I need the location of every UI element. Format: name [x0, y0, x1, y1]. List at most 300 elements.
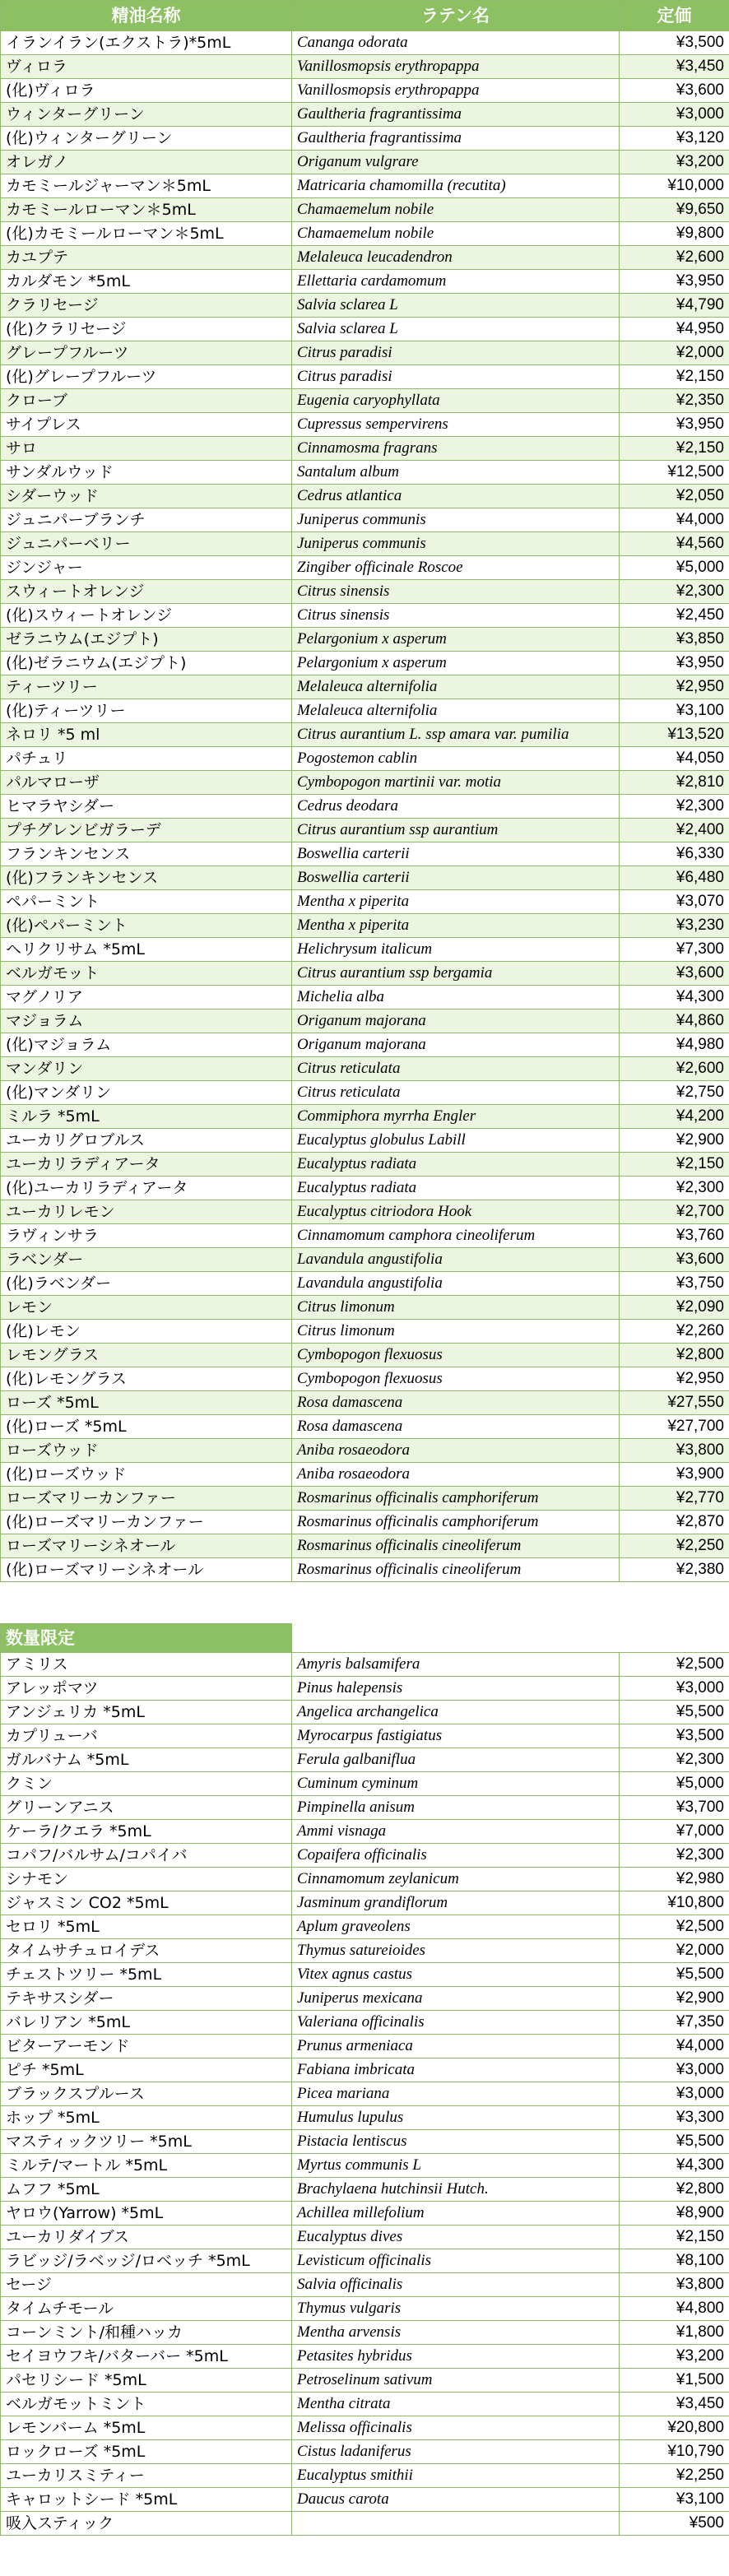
price-cell: ¥4,790 [620, 294, 729, 318]
price-cell: ¥2,090 [620, 1296, 729, 1320]
table-row [1, 556, 729, 580]
table-row [1, 866, 729, 890]
price-cell: ¥3,000 [620, 103, 729, 127]
oil-name-cell: パチュリ [1, 747, 292, 771]
table-row [1, 1868, 729, 1891]
price-cell: ¥3,950 [620, 652, 729, 675]
table-row [1, 819, 729, 842]
price-cell: ¥5,000 [620, 556, 729, 580]
price-cell: ¥7,300 [620, 938, 729, 962]
price-cell: ¥2,810 [620, 771, 729, 795]
latin-name-cell: Ellettaria cardamomum [292, 270, 620, 294]
latin-name-cell: Origanum vulgrare [292, 151, 620, 174]
price-cell: ¥2,800 [620, 2178, 729, 2202]
price-cell: ¥2,750 [620, 1081, 729, 1105]
latin-name-cell: Thymus vulgaris [292, 2297, 620, 2321]
price-cell: ¥2,980 [620, 1868, 729, 1891]
price-cell: ¥3,950 [620, 270, 729, 294]
oil-name-cell: ケーラ/クエラ *5mL [1, 1820, 292, 1844]
latin-name-cell: Citrus aurantium ssp aurantium [292, 819, 620, 842]
table-row [1, 2297, 729, 2321]
latin-name-cell: Lavandula angustifolia [292, 1248, 620, 1272]
oil-name-cell: ティーツリー [1, 675, 292, 699]
latin-name-cell: Cymbopogon flexuosus [292, 1367, 620, 1391]
oil-name-cell: (化)ローズウッド [1, 1463, 292, 1487]
oil-name-cell: ムフフ *5mL [1, 2178, 292, 2202]
price-cell: ¥2,300 [620, 1177, 729, 1200]
oil-name-cell: (化)スウィートオレンジ [1, 604, 292, 628]
oil-name-cell: ローズ *5mL [1, 1391, 292, 1415]
oil-name-cell: マスティックツリー *5mL [1, 2130, 292, 2154]
price-cell: ¥2,150 [620, 1153, 729, 1177]
latin-name-cell: Achillea millefolium [292, 2202, 620, 2226]
price-cell: ¥2,600 [620, 1057, 729, 1081]
latin-name-cell: Citrus limonum [292, 1320, 620, 1344]
latin-name-cell: Eucalyptus dives [292, 2226, 620, 2249]
oil-name-cell: (化)ペパーミント [1, 914, 292, 938]
latin-name-cell: Mentha citrata [292, 2393, 620, 2416]
oil-name-cell: シナモン [1, 1868, 292, 1891]
oil-name-cell: ローズウッド [1, 1439, 292, 1463]
price-cell: ¥2,300 [620, 580, 729, 604]
oil-name-cell: (化)クラリセージ [1, 318, 292, 341]
latin-name-cell: Aniba rosaeodora [292, 1463, 620, 1487]
price-cell: ¥7,000 [620, 1820, 729, 1844]
table-row [1, 1772, 729, 1796]
oil-name-cell: サロ [1, 437, 292, 461]
table-row [1, 1677, 729, 1701]
price-cell: ¥2,400 [620, 819, 729, 842]
table-row [1, 1320, 729, 1344]
table-row [1, 1177, 729, 1200]
table-row [1, 1033, 729, 1057]
table-row [1, 198, 729, 222]
oil-name-cell: (化)レモン [1, 1320, 292, 1344]
table-row [1, 2011, 729, 2035]
latin-name-cell: Melaleuca alternifolia [292, 675, 620, 699]
price-cell: ¥4,000 [620, 2035, 729, 2058]
limited-body [1, 1624, 729, 2536]
price-cell: ¥2,500 [620, 1653, 729, 1677]
oil-name-cell: ユーカリレモン [1, 1200, 292, 1224]
oil-name-cell: (化)カモミールローマン＊5mL [1, 222, 292, 246]
oil-name-cell: ラベンダー [1, 1248, 292, 1272]
oil-name-cell: レモングラス [1, 1344, 292, 1367]
latin-name-cell: Mentha arvensis [292, 2321, 620, 2345]
table-row [1, 1367, 729, 1391]
latin-name-cell: Citrus sinensis [292, 604, 620, 628]
price-cell: ¥3,500 [620, 31, 729, 55]
table-row [1, 1653, 729, 1677]
latin-name-cell: Daucus carota [292, 2488, 620, 2512]
oil-name-cell: パセリシード *5mL [1, 2369, 292, 2393]
oil-name-cell: (化)フランキンセンス [1, 866, 292, 890]
table-row [1, 1796, 729, 1820]
table-row [1, 1820, 729, 1844]
price-cell: ¥4,300 [620, 986, 729, 1010]
latin-name-cell: Lavandula angustifolia [292, 1272, 620, 1296]
price-cell: ¥5,500 [620, 1963, 729, 1987]
latin-name-cell: Mentha x piperita [292, 914, 620, 938]
oil-name-cell: マジョラム [1, 1010, 292, 1033]
oil-name-cell: (化)ヴィロラ [1, 79, 292, 103]
price-cell: ¥3,600 [620, 79, 729, 103]
oil-name-cell: ジャスミン CO2 *5mL [1, 1891, 292, 1915]
oil-name-cell: (化)ローズマリーシネオール [1, 1558, 292, 1582]
latin-name-cell: Pelargonium x asperum [292, 652, 620, 675]
oil-name-cell: ユーカリスミティー [1, 2464, 292, 2488]
oil-name-cell: ミルテ/マートル *5mL [1, 2154, 292, 2178]
oil-name-cell: ヴィロラ [1, 55, 292, 79]
price-cell: ¥3,700 [620, 1796, 729, 1820]
oil-name-cell: セイヨウフキ/バターバー *5mL [1, 2345, 292, 2369]
price-cell: ¥5,500 [620, 2130, 729, 2154]
table-row [1, 1487, 729, 1511]
price-cell: ¥4,560 [620, 532, 729, 556]
limited-title-row [1, 1624, 729, 1653]
price-cell: ¥6,330 [620, 842, 729, 866]
table-row [1, 1296, 729, 1320]
table-row [1, 2178, 729, 2202]
latin-name-cell: Citrus aurantium ssp bergamia [292, 962, 620, 986]
oil-name-cell: バレリアン *5mL [1, 2011, 292, 2035]
price-cell: ¥2,870 [620, 1511, 729, 1534]
oil-name-cell: マンダリン [1, 1057, 292, 1081]
table-row [1, 1272, 729, 1296]
latin-name-cell: Michelia alba [292, 986, 620, 1010]
price-cell: ¥4,950 [620, 318, 729, 341]
oil-name-cell: ヒマラヤシダー [1, 795, 292, 819]
latin-name-cell: Vanillosmopsis erythropappa [292, 55, 620, 79]
latin-name-cell: Pelargonium x asperum [292, 628, 620, 652]
latin-name-cell: Prunus armeniaca [292, 2035, 620, 2058]
price-cell: ¥10,000 [620, 174, 729, 198]
latin-name-cell: Pimpinella anisum [292, 1796, 620, 1820]
oil-name-cell: グリーンアニス [1, 1796, 292, 1820]
price-cell: ¥3,600 [620, 962, 729, 986]
oil-name-cell: ブラックスプルース [1, 2082, 292, 2106]
table-row [1, 318, 729, 341]
price-cell: ¥2,000 [620, 341, 729, 365]
latin-name-cell: Juniperus communis [292, 532, 620, 556]
table-row [1, 1248, 729, 1272]
table-row [1, 2130, 729, 2154]
latin-name-cell: Juniperus communis [292, 508, 620, 532]
table-row [1, 1129, 729, 1153]
latin-name-cell: Picea mariana [292, 2082, 620, 2106]
oil-name-cell: テキサスシダー [1, 1987, 292, 2011]
limited-title: 数量限定 [1, 1624, 292, 1653]
latin-name-cell: Citrus limonum [292, 1296, 620, 1320]
header-price: 定価 [620, 1, 729, 31]
table-row [1, 1463, 729, 1487]
price-cell: ¥27,700 [620, 1415, 729, 1439]
oil-name-cell: セロリ *5mL [1, 1915, 292, 1939]
latin-name-cell: Melissa officinalis [292, 2416, 620, 2440]
oil-name-cell: ネロリ *5 ml [1, 723, 292, 747]
latin-name-cell: Cinnamosma fragrans [292, 437, 620, 461]
table-row [1, 1224, 729, 1248]
latin-name-cell: Amyris balsamifera [292, 1653, 620, 1677]
table-row [1, 2488, 729, 2512]
latin-name-cell: Pogostemon cablin [292, 747, 620, 771]
price-cell: ¥4,300 [620, 2154, 729, 2178]
price-cell: ¥3,100 [620, 2488, 729, 2512]
table-row [1, 1081, 729, 1105]
price-cell: ¥9,800 [620, 222, 729, 246]
latin-name-cell: Jasminum grandiflorum [292, 1891, 620, 1915]
price-cell: ¥3,750 [620, 1272, 729, 1296]
latin-name-cell: Cymbopogon flexuosus [292, 1344, 620, 1367]
table-row [1, 389, 729, 413]
latin-name-cell: Melaleuca alternifolia [292, 699, 620, 723]
price-cell: ¥20,800 [620, 2416, 729, 2440]
price-cell: ¥6,480 [620, 866, 729, 890]
table-row [1, 890, 729, 914]
price-cell: ¥8,100 [620, 2249, 729, 2273]
header-latin: ラテン名 [292, 1, 620, 31]
table-row [1, 294, 729, 318]
oil-name-cell: タイムサチュロイデス [1, 1939, 292, 1963]
table-row [1, 1891, 729, 1915]
oil-name-cell: (化)マンダリン [1, 1081, 292, 1105]
table-row [1, 55, 729, 79]
table-row [1, 1511, 729, 1534]
oil-name-cell: ジュニパーブランチ [1, 508, 292, 532]
price-cell: ¥7,350 [620, 2011, 729, 2035]
oil-name-cell: (化)ティーツリー [1, 699, 292, 723]
price-cell: ¥2,250 [620, 2464, 729, 2488]
latin-name-cell: Eucalyptus smithii [292, 2464, 620, 2488]
oil-name-cell: ラヴィンサラ [1, 1224, 292, 1248]
price-cell: ¥5,000 [620, 1772, 729, 1796]
latin-name-cell: Copaifera officinalis [292, 1844, 620, 1868]
table-row [1, 1748, 729, 1772]
latin-name-cell: Eucalyptus globulus Labill [292, 1129, 620, 1153]
price-cell: ¥27,550 [620, 1391, 729, 1415]
latin-name-cell: Rosmarinus officinalis camphoriferum [292, 1511, 620, 1534]
latin-name-cell: Levisticum officinalis [292, 2249, 620, 2273]
latin-name-cell: Cuminum cyminum [292, 1772, 620, 1796]
latin-name-cell: Aplum graveolens [292, 1915, 620, 1939]
latin-name-cell: Eucalyptus citriodora Hook [292, 1200, 620, 1224]
latin-name-cell: Petasites hybridus [292, 2345, 620, 2369]
price-cell: ¥3,850 [620, 628, 729, 652]
oil-name-cell: クラリセージ [1, 294, 292, 318]
price-cell: ¥10,790 [620, 2440, 729, 2464]
oil-name-cell: ゼラニウム(エジプト) [1, 628, 292, 652]
table-row [1, 31, 729, 55]
latin-name-cell: Cymbopogon martinii var. motia [292, 771, 620, 795]
latin-name-cell: Pistacia lentiscus [292, 2130, 620, 2154]
table-row [1, 365, 729, 389]
latin-name-cell: Cupressus sempervirens [292, 413, 620, 437]
table-row [1, 2273, 729, 2297]
price-cell: ¥2,300 [620, 1844, 729, 1868]
oil-name-cell: コーンミント/和種ハッカ [1, 2321, 292, 2345]
table-row [1, 842, 729, 866]
price-cell: ¥2,250 [620, 1534, 729, 1558]
oil-name-cell: ユーカリダイブス [1, 2226, 292, 2249]
price-cell: ¥9,650 [620, 198, 729, 222]
oil-name-cell: クローブ [1, 389, 292, 413]
price-cell: ¥8,900 [620, 2202, 729, 2226]
latin-name-cell: Chamaemelum nobile [292, 198, 620, 222]
latin-name-cell: Citrus paradisi [292, 341, 620, 365]
price-cell: ¥3,070 [620, 890, 729, 914]
table-row [1, 2512, 729, 2536]
table-row [1, 2345, 729, 2369]
table-row [1, 413, 729, 437]
latin-name-cell: Chamaemelum nobile [292, 222, 620, 246]
oil-name-cell: (化)マジョラム [1, 1033, 292, 1057]
table-row [1, 1915, 729, 1939]
section-gap [0, 1582, 729, 1623]
latin-name-cell: Fabiana imbricata [292, 2058, 620, 2082]
table-row [1, 771, 729, 795]
oil-name-cell: アンジェリカ *5mL [1, 1701, 292, 1724]
table-row [1, 2369, 729, 2393]
latin-name-cell: Vitex agnus castus [292, 1963, 620, 1987]
latin-name-cell: Pinus halepensis [292, 1677, 620, 1701]
latin-name-cell: Boswellia carterii [292, 866, 620, 890]
oil-name-cell: ラビッジ/ラベッジ/ロベッチ *5mL [1, 2249, 292, 2273]
latin-name-cell: Brachylaena hutchinsii Hutch. [292, 2178, 620, 2202]
price-cell: ¥3,900 [620, 1463, 729, 1487]
table-row [1, 485, 729, 508]
table-row [1, 1844, 729, 1868]
latin-name-cell: Cedrus deodara [292, 795, 620, 819]
price-cell: ¥4,050 [620, 747, 729, 771]
table-row [1, 222, 729, 246]
price-cell: ¥2,900 [620, 1987, 729, 2011]
oil-name-cell: ホップ *5mL [1, 2106, 292, 2130]
latin-name-cell: Petroselinum sativum [292, 2369, 620, 2393]
oil-name-cell: タイムチモール [1, 2297, 292, 2321]
price-cell: ¥2,300 [620, 795, 729, 819]
price-cell: ¥2,050 [620, 485, 729, 508]
latin-name-cell: Citrus reticulata [292, 1081, 620, 1105]
latin-name-cell: Mentha x piperita [292, 890, 620, 914]
table-row [1, 2249, 729, 2273]
table-row [1, 1057, 729, 1081]
oil-name-cell: サイプレス [1, 413, 292, 437]
table-row [1, 580, 729, 604]
latin-name-cell: Angelica archangelica [292, 1701, 620, 1724]
oil-name-cell: ロックローズ *5mL [1, 2440, 292, 2464]
price-table-limited [0, 1623, 729, 2536]
latin-name-cell: Aniba rosaeodora [292, 1439, 620, 1463]
price-cell: ¥3,230 [620, 914, 729, 938]
table-row [1, 986, 729, 1010]
oil-name-cell: プチグレンビガラーデ [1, 819, 292, 842]
table-row [1, 1391, 729, 1415]
table-row [1, 795, 729, 819]
price-cell: ¥3,300 [620, 2106, 729, 2130]
table-row [1, 1558, 729, 1582]
table-row [1, 962, 729, 986]
oil-name-cell: ユーカリラディアータ [1, 1153, 292, 1177]
table-row [1, 508, 729, 532]
latin-name-cell: Salvia sclarea L [292, 318, 620, 341]
oil-name-cell: イランイラン(エクストラ)*5mL [1, 31, 292, 55]
price-cell: ¥2,700 [620, 1200, 729, 1224]
price-cell: ¥3,800 [620, 2273, 729, 2297]
table-row [1, 1724, 729, 1748]
oil-name-cell: ビターアーモンド [1, 2035, 292, 2058]
table-row [1, 747, 729, 771]
latin-name-cell: Cinnamomum camphora cineoliferum [292, 1224, 620, 1248]
latin-name-cell: Rosmarinus officinalis cineoliferum [292, 1534, 620, 1558]
price-cell: ¥3,800 [620, 1439, 729, 1463]
table-row [1, 270, 729, 294]
table-row [1, 461, 729, 485]
latin-name-cell: Citrus sinensis [292, 580, 620, 604]
price-cell: ¥2,150 [620, 365, 729, 389]
price-cell: ¥3,100 [620, 699, 729, 723]
table-row [1, 2154, 729, 2178]
table-row [1, 1987, 729, 2011]
price-cell: ¥4,860 [620, 1010, 729, 1033]
table-row [1, 1153, 729, 1177]
latin-name-cell: Ferula galbaniflua [292, 1748, 620, 1772]
oil-name-cell: パルマローザ [1, 771, 292, 795]
latin-name-cell: Origanum majorana [292, 1033, 620, 1057]
table-row [1, 2082, 729, 2106]
latin-name-cell: Eugenia caryophyllata [292, 389, 620, 413]
oil-name-cell: カルダモン *5mL [1, 270, 292, 294]
table-row [1, 2464, 729, 2488]
table-row [1, 675, 729, 699]
table-row [1, 652, 729, 675]
price-cell: ¥3,000 [620, 2082, 729, 2106]
table-row [1, 2393, 729, 2416]
oil-name-cell: (化)ウィンターグリーン [1, 127, 292, 151]
latin-name-cell: Santalum album [292, 461, 620, 485]
table-row [1, 914, 729, 938]
price-cell: ¥3,200 [620, 151, 729, 174]
oil-name-cell: サンダルウッド [1, 461, 292, 485]
oil-name-cell: クミン [1, 1772, 292, 1796]
price-cell: ¥10,800 [620, 1891, 729, 1915]
oil-name-cell: ヤロウ(Yarrow) *5mL [1, 2202, 292, 2226]
oil-name-cell: (化)グレープフルーツ [1, 365, 292, 389]
price-cell: ¥2,450 [620, 604, 729, 628]
latin-name-cell: Salvia sclarea L [292, 294, 620, 318]
oil-name-cell: シダーウッド [1, 485, 292, 508]
latin-name-cell: Salvia officinalis [292, 2273, 620, 2297]
oil-name-cell: レモン [1, 1296, 292, 1320]
latin-name-cell: Origanum majorana [292, 1010, 620, 1033]
oil-name-cell: レモンバーム *5mL [1, 2416, 292, 2440]
price-cell: ¥4,200 [620, 1105, 729, 1129]
main-body [1, 31, 729, 1582]
header-row [1, 1, 729, 31]
latin-name-cell: Matricaria chamomilla (recutita) [292, 174, 620, 198]
oil-name-cell: ミルラ *5mL [1, 1105, 292, 1129]
oil-name-cell: グレープフルーツ [1, 341, 292, 365]
price-cell: ¥3,450 [620, 2393, 729, 2416]
oil-name-cell: カユプテ [1, 246, 292, 270]
price-cell: ¥2,770 [620, 1487, 729, 1511]
oil-name-cell: ローズマリーシネオール [1, 1534, 292, 1558]
oil-name-cell: (化)ユーカリラディアータ [1, 1177, 292, 1200]
price-cell: ¥2,260 [620, 1320, 729, 1344]
oil-name-cell: コパフ/バルサム/コパイバ [1, 1844, 292, 1868]
oil-name-cell: ガルバナム *5mL [1, 1748, 292, 1772]
latin-name-cell: Rosmarinus officinalis camphoriferum [292, 1487, 620, 1511]
table-row [1, 2440, 729, 2464]
